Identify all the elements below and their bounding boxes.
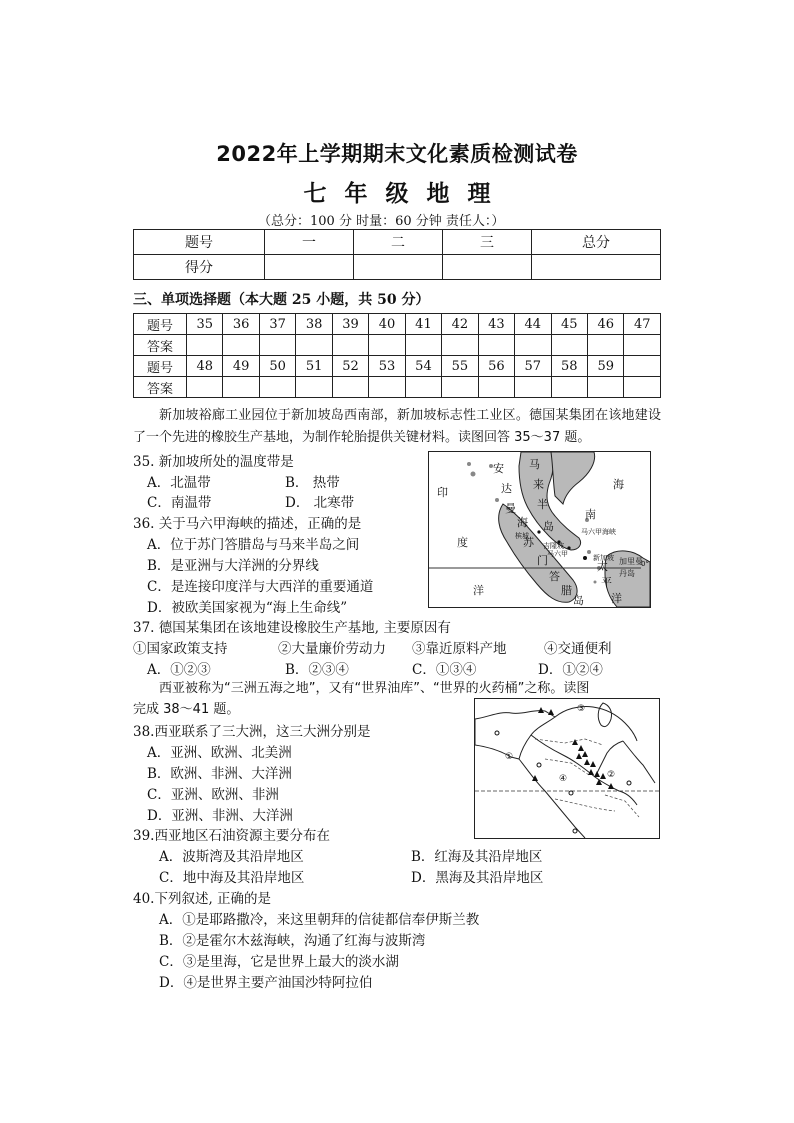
question-number-cell: 38 bbox=[296, 314, 332, 335]
subtitle-char: 级 bbox=[385, 181, 409, 207]
question-number-cell: 55 bbox=[442, 356, 478, 377]
q39-option-a[interactable]: A．波斯湾及其沿岸地区 bbox=[159, 849, 304, 865]
answer-blank-cell[interactable] bbox=[259, 377, 295, 398]
label-malacca-strait: 马六甲海峡 bbox=[581, 528, 616, 536]
question-number-cell: 54 bbox=[405, 356, 441, 377]
q36-option-b[interactable]: B．是亚洲与大洋洲的分界线 bbox=[147, 558, 319, 574]
q35-option-d[interactable]: D． 北寒带 bbox=[285, 495, 355, 511]
question-35-stem: 35. 新加坡所处的温度带是 bbox=[133, 454, 294, 470]
question-39-stem: 39.西亚地区石油资源主要分布在 bbox=[133, 828, 330, 844]
exam-subtitle bbox=[0, 175, 794, 208]
subtitle-char: 地 bbox=[426, 181, 450, 207]
label-kuala-lumpur: 吉隆坡 bbox=[543, 542, 564, 550]
question-number-cell: 59 bbox=[587, 356, 623, 377]
question-number-cell: 49 bbox=[223, 356, 259, 377]
question-number-cell: 57 bbox=[515, 356, 551, 377]
q36-option-d[interactable]: D．被欧美国家视为“海上生命线” bbox=[147, 600, 348, 616]
question-number-cell: 50 bbox=[259, 356, 295, 377]
q38-option-c[interactable]: C．亚洲、欧洲、非洲 bbox=[147, 787, 279, 803]
score-header-cell: 三 bbox=[443, 230, 532, 255]
answer-blank-cell[interactable] bbox=[369, 377, 405, 398]
q37-factor-3: ③靠近原料产地 bbox=[412, 641, 507, 657]
exam-title: 2022年上学期期末文化素质检测试卷 bbox=[216, 142, 578, 166]
marker-2: ② bbox=[607, 770, 616, 780]
label-south-sea-2: 南 bbox=[585, 508, 596, 521]
q37-factor-2: ②大量廉价劳动力 bbox=[278, 641, 386, 657]
q35-option-c[interactable]: C．南温带 bbox=[147, 495, 212, 511]
score-blank-cell[interactable] bbox=[443, 255, 532, 280]
subtitle-char: 理 bbox=[467, 181, 491, 207]
label-india-3: 洋 bbox=[473, 584, 484, 597]
q37-option-a[interactable]: A．①②③ bbox=[147, 662, 211, 678]
passage-west-asia-line2: 完成 38～41 题。 bbox=[133, 702, 240, 717]
q39-option-c[interactable]: C．地中海及其沿岸地区 bbox=[159, 870, 305, 886]
answer-blank-cell[interactable] bbox=[587, 377, 623, 398]
marker-3: ③ bbox=[577, 704, 586, 714]
answer-blank-cell[interactable] bbox=[442, 335, 478, 356]
q36-option-a[interactable]: A．位于苏门答腊岛与马来半岛之间 bbox=[147, 537, 360, 553]
q40-option-d[interactable]: D．④是世界主要产油国沙特阿拉伯 bbox=[159, 975, 373, 991]
score-header-cell: 一 bbox=[265, 230, 354, 255]
west-asia-map-svg bbox=[475, 699, 659, 838]
score-table bbox=[133, 229, 661, 280]
q38-option-d[interactable]: D．亚洲、非洲、大洋洲 bbox=[147, 808, 293, 824]
label-malay-1: 马 bbox=[529, 458, 540, 471]
label-pacific-2: 平 bbox=[601, 576, 612, 589]
answer-blank-cell[interactable] bbox=[259, 335, 295, 356]
question-number-cell bbox=[624, 356, 661, 377]
answer-blank-cell[interactable] bbox=[405, 335, 441, 356]
answer-blank-cell[interactable] bbox=[223, 377, 259, 398]
answer-blank-cell[interactable] bbox=[587, 335, 623, 356]
label-singapore: 新加坡 bbox=[593, 554, 614, 562]
question-number-cell: 43 bbox=[478, 314, 514, 335]
marker-4: ④ bbox=[559, 774, 568, 784]
label-india-1: 印 bbox=[437, 486, 448, 499]
label-sumatra-1: 苏 bbox=[523, 536, 534, 549]
passage-west-asia-line1: 西亚被称为“三洲五海之地”，又有“世界油库”、“世界的火药桶”之称。读图 bbox=[159, 681, 590, 696]
label-andaman-3: 曼 bbox=[505, 502, 516, 515]
west-asia-map bbox=[474, 698, 660, 839]
answer-blank-cell[interactable] bbox=[515, 335, 551, 356]
question-36-stem: 36. 关于马六甲海峡的描述，正确的是 bbox=[133, 516, 362, 532]
q40-option-b[interactable]: B．②是霍尔木兹海峡，沟通了红海与波斯湾 bbox=[159, 933, 426, 949]
answer-blank-cell[interactable] bbox=[332, 335, 368, 356]
label-malacca-city: 马六甲 bbox=[547, 550, 568, 558]
question-number-cell: 40 bbox=[369, 314, 405, 335]
answer-blank-cell[interactable] bbox=[223, 335, 259, 356]
q38-option-a[interactable]: A．亚洲、欧洲、北美洲 bbox=[147, 745, 292, 761]
label-sumatra-5: 岛 bbox=[573, 594, 584, 607]
label-sumatra-3: 答 bbox=[549, 570, 560, 583]
question-number-cell: 39 bbox=[332, 314, 368, 335]
question-number-cell: 44 bbox=[515, 314, 551, 335]
label-karimata-2: 丹岛 bbox=[619, 569, 635, 578]
answer-blank-cell[interactable] bbox=[551, 335, 587, 356]
score-blank-cell[interactable] bbox=[354, 255, 443, 280]
score-header-cell: 题号 bbox=[134, 230, 265, 255]
subtitle-char: 年 bbox=[344, 181, 368, 207]
answer-blank-cell[interactable] bbox=[551, 377, 587, 398]
label-sumatra-4: 腊 bbox=[561, 584, 572, 597]
label-pacific-3: 洋 bbox=[611, 592, 622, 605]
q40-option-a[interactable]: A．①是耶路撒冷，来这里朝拜的信徒都信奉伊斯兰教 bbox=[159, 912, 480, 928]
q40-option-c[interactable]: C．③是里海，它是世界上最大的淡水湖 bbox=[159, 954, 399, 970]
question-number-cell: 53 bbox=[369, 356, 405, 377]
marker-1: ① bbox=[505, 752, 514, 762]
answer-table bbox=[133, 313, 661, 398]
answer-blank-cell[interactable] bbox=[369, 335, 405, 356]
label-penang: 槟城 bbox=[515, 532, 529, 540]
label-equator: 0° bbox=[641, 560, 649, 568]
score-blank-cell[interactable] bbox=[532, 255, 661, 280]
q39-option-d[interactable]: D．黑海及其沿岸地区 bbox=[411, 870, 544, 886]
label-india-2: 度 bbox=[457, 536, 468, 549]
q37-factor-1: ①国家政策支持 bbox=[133, 641, 228, 657]
question-40-stem: 40.下列叙述, 正确的是 bbox=[133, 891, 272, 907]
answer-row-label: 题号 bbox=[134, 356, 187, 377]
answer-row-label: 题号 bbox=[134, 314, 187, 335]
q39-option-b[interactable]: B．红海及其沿岸地区 bbox=[411, 849, 543, 865]
question-number-cell: 56 bbox=[478, 356, 514, 377]
score-header-cell: 二 bbox=[354, 230, 443, 255]
question-number-cell: 58 bbox=[551, 356, 587, 377]
label-malay-2: 来 bbox=[533, 478, 544, 491]
answer-blank-cell[interactable] bbox=[296, 335, 332, 356]
answer-blank-cell[interactable] bbox=[332, 377, 368, 398]
label-sumatra-2: 门 bbox=[537, 554, 548, 567]
section-title: 三、单项选择题（本大题 25 小题，共 50 分） bbox=[133, 292, 430, 308]
label-pacific-1: 太 bbox=[597, 560, 608, 573]
question-37-stem: 37. 德国某集团在该地建设橡胶生产基地, 主要原因有 bbox=[133, 620, 451, 636]
score-row-label: 得分 bbox=[134, 255, 265, 280]
label-andaman-2: 达 bbox=[501, 482, 512, 495]
q37-factor-4: ④交通便利 bbox=[544, 641, 612, 657]
question-number-cell: 47 bbox=[624, 314, 661, 335]
answer-blank-cell[interactable] bbox=[442, 377, 478, 398]
question-number-cell: 37 bbox=[259, 314, 295, 335]
q35-option-b[interactable]: B． 热带 bbox=[285, 475, 340, 491]
q36-option-c[interactable]: C．是连接印度洋与大西洋的重要通道 bbox=[147, 579, 374, 595]
label-malay-3: 半 bbox=[537, 498, 548, 511]
q37-option-c[interactable]: C．①③④ bbox=[412, 662, 477, 678]
answer-blank-cell[interactable] bbox=[296, 377, 332, 398]
question-number-cell: 36 bbox=[223, 314, 259, 335]
subtitle-char: 七 bbox=[303, 181, 327, 207]
score-header-cell: 总分 bbox=[532, 230, 661, 255]
southeast-asia-map-svg bbox=[429, 452, 650, 607]
label-karimata-1: 加里曼 bbox=[619, 557, 643, 566]
question-number-cell: 45 bbox=[551, 314, 587, 335]
q35-option-a[interactable]: A．北温带 bbox=[147, 475, 211, 491]
question-number-cell: 42 bbox=[442, 314, 478, 335]
question-number-cell: 35 bbox=[187, 314, 223, 335]
question-number-cell: 52 bbox=[332, 356, 368, 377]
question-number-cell: 51 bbox=[296, 356, 332, 377]
exam-meta: （总分：100 分 时量：60 分钟 责任人：） bbox=[258, 214, 505, 229]
question-number-cell: 41 bbox=[405, 314, 441, 335]
label-andaman-1: 安 bbox=[493, 462, 504, 475]
question-number-cell: 48 bbox=[187, 356, 223, 377]
answer-blank-cell[interactable] bbox=[405, 377, 441, 398]
q37-option-d[interactable]: D．①②④ bbox=[538, 662, 603, 678]
question-number-cell: 46 bbox=[587, 314, 623, 335]
answer-row-label: 答案 bbox=[134, 335, 187, 356]
passage-singapore: 新加坡裕廊工业园位于新加坡岛西南部，新加坡标志性工业区。德国某集团在该地建设了一个先进的橡胶生产基地，为制作轮胎提供关键材料。读图回答 35～37 题。 bbox=[133, 408, 661, 445]
label-andaman-sea: 海 bbox=[517, 516, 528, 529]
q38-option-b[interactable]: B．欧洲、非洲、大洋洲 bbox=[147, 766, 292, 782]
answer-blank-cell[interactable] bbox=[187, 335, 223, 356]
answer-blank-cell[interactable] bbox=[478, 377, 514, 398]
label-south-sea-1: 海 bbox=[613, 478, 624, 491]
answer-row-label: 答案 bbox=[134, 377, 187, 398]
answer-blank-cell[interactable] bbox=[624, 377, 661, 398]
southeast-asia-map bbox=[428, 451, 651, 608]
q37-option-b[interactable]: B．②③④ bbox=[285, 662, 349, 678]
label-malay-4: 岛 bbox=[543, 520, 554, 533]
score-blank-cell[interactable] bbox=[265, 255, 354, 280]
question-38-stem: 38.西亚联系了三大洲，这三大洲分别是 bbox=[133, 724, 371, 740]
answer-blank-cell[interactable] bbox=[478, 335, 514, 356]
answer-blank-cell[interactable] bbox=[187, 377, 223, 398]
answer-blank-cell[interactable] bbox=[624, 335, 661, 356]
answer-blank-cell[interactable] bbox=[515, 377, 551, 398]
